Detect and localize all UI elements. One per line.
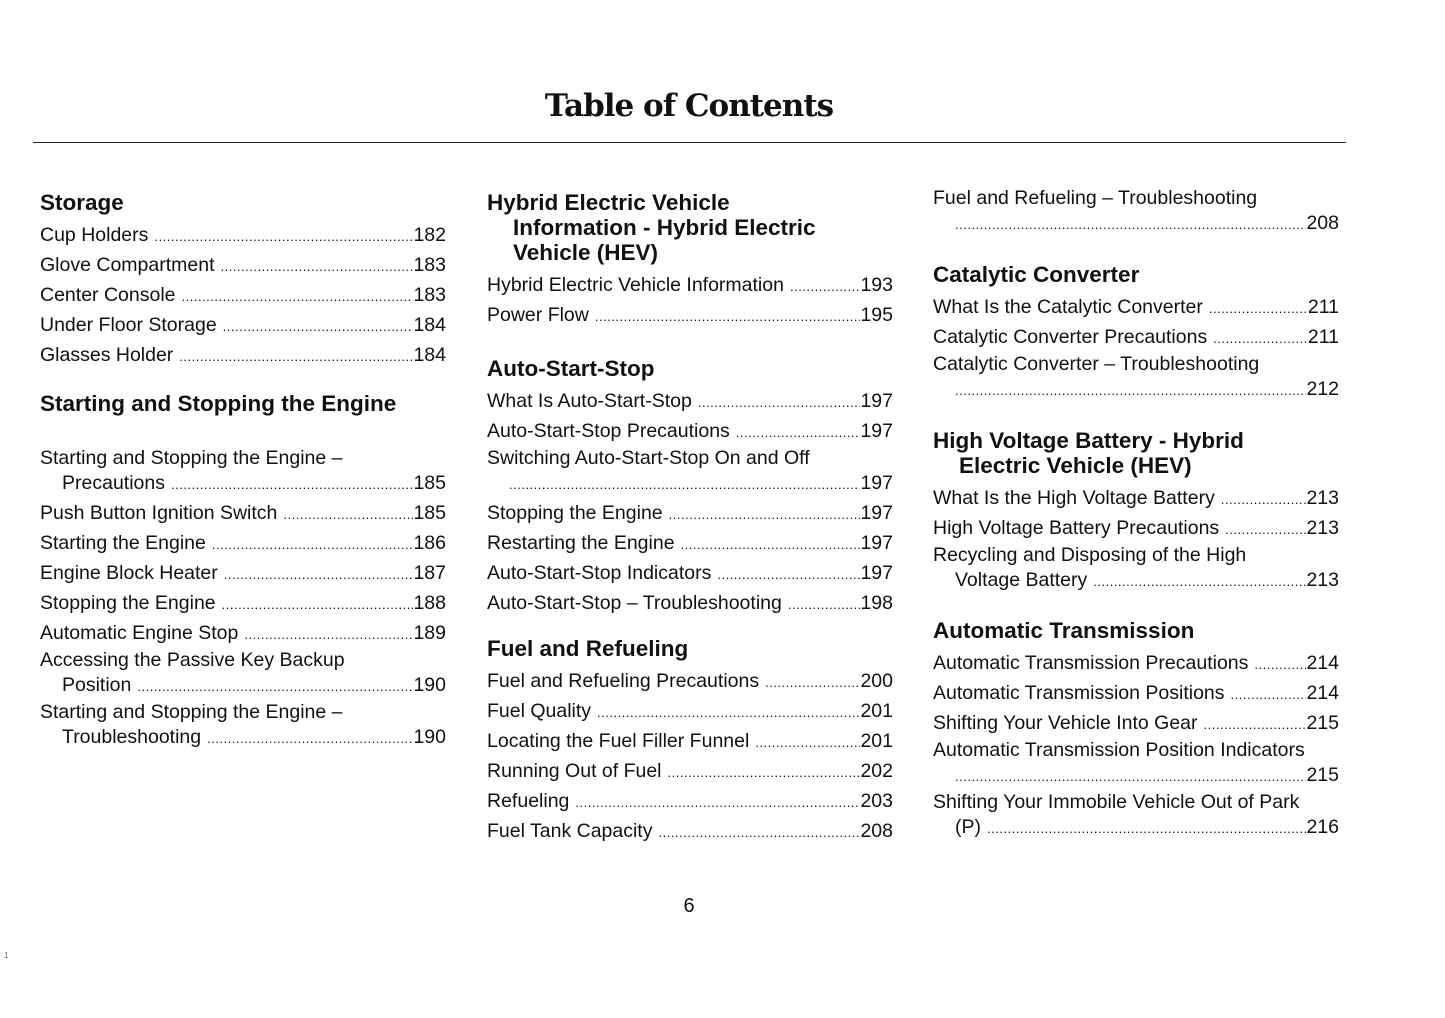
entry-row — [933, 649, 1339, 679]
entry-title: Fuel Quality — [487, 700, 592, 722]
dot-leader — [668, 758, 861, 787]
entry-title: Recycling and Disposing of the High — [933, 544, 1247, 566]
entry-row — [487, 589, 893, 619]
entry-row — [40, 559, 446, 589]
entry-page: 185 — [413, 502, 446, 524]
entry-row — [933, 813, 1339, 843]
entry-page: 195 — [860, 304, 893, 326]
dot-leader — [222, 590, 414, 619]
dot-leader — [137, 672, 413, 701]
toc-section — [40, 190, 446, 371]
dot-leader — [1225, 515, 1306, 544]
toc-entry[interactable] — [487, 301, 893, 331]
entry-title: Locating the Fuel Filler Funnel — [487, 730, 750, 752]
entry-title: Automatic Transmission Precautions — [933, 652, 1249, 674]
entry-row — [487, 787, 893, 817]
toc-entry[interactable] — [40, 701, 446, 753]
entry-title: Restarting the Engine — [487, 532, 675, 554]
entry-page: 190 — [413, 674, 446, 696]
dot-leader — [987, 814, 1306, 843]
entry-page: 216 — [1306, 816, 1339, 838]
toc-entry[interactable] — [487, 559, 893, 589]
page-number: 6 — [683, 895, 695, 917]
section-heading-line: Vehicle (HEV) — [513, 240, 659, 265]
entry-row — [487, 667, 893, 697]
dot-leader — [1209, 294, 1308, 323]
entry-row — [933, 323, 1339, 353]
dot-leader — [669, 500, 861, 529]
entry-row — [40, 221, 446, 251]
section-heading-line: Hybrid Electric Vehicle — [487, 190, 730, 215]
toc-section — [933, 262, 1339, 405]
entry-title-continued: (P) — [955, 816, 981, 838]
toc-section — [487, 636, 893, 847]
section-heading-line: Storage — [40, 190, 124, 215]
dot-leader — [736, 418, 861, 447]
toc-entry[interactable] — [487, 387, 893, 417]
entry-page: 184 — [413, 344, 446, 366]
toc-entry[interactable] — [40, 529, 446, 559]
dot-leader — [597, 698, 860, 727]
entry-row — [40, 469, 446, 499]
dot-leader — [1204, 710, 1307, 739]
section-heading-line: Electric Vehicle (HEV) — [959, 453, 1192, 478]
entry-title: Shifting Your Immobile Vehicle Out of Park — [933, 791, 1300, 813]
section-heading — [40, 190, 446, 215]
entry-title: Automatic Transmission Positions — [933, 682, 1225, 704]
entry-row — [933, 709, 1339, 739]
entry-title: Automatic Engine Stop — [40, 622, 239, 644]
entry-row — [487, 757, 893, 787]
toc-entry[interactable] — [933, 791, 1339, 843]
toc-section — [933, 187, 1339, 239]
entry-page: 183 — [413, 284, 446, 306]
entry-page: 197 — [860, 420, 893, 442]
entry-page: 212 — [1306, 378, 1339, 400]
toc-entry[interactable] — [933, 353, 1339, 405]
entry-row — [933, 566, 1339, 596]
entry-title: Stopping the Engine — [40, 592, 216, 614]
entry-page: 211 — [1307, 296, 1339, 318]
toc-entry[interactable] — [40, 221, 446, 251]
entry-page: 193 — [860, 274, 893, 296]
entry-row — [487, 559, 893, 589]
entry-row — [487, 387, 893, 417]
entry-page: 213 — [1306, 487, 1339, 509]
entry-page: 187 — [413, 562, 446, 584]
corner-mark: 1 — [4, 951, 9, 960]
section-heading — [487, 356, 893, 381]
dot-leader — [244, 620, 413, 649]
toc-entry[interactable] — [487, 529, 893, 559]
toc-section — [487, 356, 893, 619]
entry-page: 201 — [860, 730, 893, 752]
entry-row — [40, 341, 446, 371]
section-heading-line: Starting and Stopping the Engine — [40, 391, 397, 416]
toc-entry[interactable] — [933, 709, 1339, 739]
toc-entry[interactable] — [487, 817, 893, 847]
section-heading-line: Auto-Start-Stop — [487, 356, 655, 381]
entry-title: Refueling — [487, 790, 570, 812]
dot-leader — [509, 470, 860, 499]
entry-title-continued: Voltage Battery — [955, 569, 1088, 591]
dot-leader — [955, 762, 1306, 791]
dot-leader — [698, 388, 861, 417]
toc-entry[interactable] — [40, 589, 446, 619]
entry-row — [487, 469, 893, 499]
entry-title: Push Button Ignition Switch — [40, 502, 278, 524]
entry-page: 197 — [860, 502, 893, 524]
entry-title-continued: Troubleshooting — [62, 726, 202, 748]
entry-title: Stopping the Engine — [487, 502, 663, 524]
dot-leader — [955, 376, 1306, 405]
toc-entry[interactable] — [40, 281, 446, 311]
dot-leader — [575, 788, 860, 817]
dot-leader — [595, 302, 861, 331]
entry-title: Under Floor Storage — [40, 314, 217, 336]
entry-title: Power Flow — [487, 304, 589, 326]
entry-row — [40, 723, 446, 753]
entry-title: Center Console — [40, 284, 176, 306]
title-divider — [33, 142, 1346, 143]
toc-entry[interactable] — [487, 271, 893, 301]
entry-row — [933, 761, 1339, 791]
dot-leader — [658, 818, 860, 847]
entry-title: Fuel Tank Capacity — [487, 820, 653, 842]
entry-title: Running Out of Fuel — [487, 760, 662, 782]
dot-leader — [681, 530, 861, 559]
entry-page: 215 — [1306, 764, 1339, 786]
entry-page: 208 — [1306, 212, 1339, 234]
toc-entry[interactable] — [40, 559, 446, 589]
entry-title: Catalytic Converter Precautions — [933, 326, 1208, 348]
entry-row — [40, 251, 446, 281]
section-heading-line: Catalytic Converter — [933, 262, 1140, 287]
entry-page: 213 — [1306, 517, 1339, 539]
toc-entry[interactable] — [933, 484, 1339, 514]
dot-leader — [1231, 680, 1307, 709]
entry-page: 201 — [860, 700, 893, 722]
dot-leader — [1213, 324, 1308, 353]
entry-page: 214 — [1306, 652, 1339, 674]
dot-leader — [283, 500, 413, 529]
entry-title-continued: Precautions — [62, 472, 165, 494]
dot-leader — [755, 728, 860, 757]
toc-entry[interactable] — [933, 323, 1339, 353]
entry-page: 213 — [1306, 569, 1339, 591]
toc-entry[interactable] — [40, 619, 446, 649]
entry-row — [933, 375, 1339, 405]
entry-page: 185 — [413, 472, 446, 494]
entry-page: 189 — [413, 622, 446, 644]
toc-entry[interactable] — [487, 757, 893, 787]
entry-page: 197 — [860, 562, 893, 584]
entry-page: 203 — [860, 790, 893, 812]
dot-leader — [207, 724, 413, 753]
toc-entry[interactable] — [487, 499, 893, 529]
entry-page: 197 — [860, 390, 893, 412]
entry-row — [40, 311, 446, 341]
entry-title: What Is Auto-Start-Stop — [487, 390, 692, 412]
dot-leader — [765, 668, 860, 697]
entry-row — [487, 529, 893, 559]
toc-entry[interactable] — [933, 544, 1339, 596]
dot-leader — [788, 590, 861, 619]
entry-title: Engine Block Heater — [40, 562, 218, 584]
entry-title: Starting and Stopping the Engine – — [40, 701, 343, 723]
entry-page: 197 — [860, 532, 893, 554]
toc-section — [933, 428, 1339, 596]
entry-title-continued: Position — [62, 674, 132, 696]
toc-entry[interactable] — [933, 679, 1339, 709]
entry-title: Fuel and Refueling – Troubleshooting — [933, 187, 1258, 209]
entry-row — [40, 671, 446, 701]
dot-leader — [171, 470, 413, 499]
entry-row — [487, 271, 893, 301]
entry-page: 182 — [413, 224, 446, 246]
entry-title: Glasses Holder — [40, 344, 174, 366]
section-heading — [933, 618, 1339, 643]
toc-entry[interactable] — [40, 341, 446, 371]
section-heading-line: Fuel and Refueling — [487, 636, 689, 661]
toc-entry[interactable] — [487, 727, 893, 757]
toc-entry[interactable] — [933, 293, 1339, 323]
section-heading-line: Automatic Transmission — [933, 618, 1195, 643]
toc-section — [487, 190, 893, 331]
entry-row — [40, 529, 446, 559]
dot-leader — [717, 560, 860, 589]
entry-row — [933, 293, 1339, 323]
entry-title: Switching Auto-Start-Stop On and Off — [487, 447, 810, 469]
entry-title: Fuel and Refueling Precautions — [487, 670, 760, 692]
entry-page: 190 — [413, 726, 446, 748]
entry-page: 198 — [860, 592, 893, 614]
entry-row — [933, 484, 1339, 514]
entry-page: 215 — [1306, 712, 1339, 734]
dot-leader — [154, 222, 413, 251]
entry-title: Starting and Stopping the Engine – — [40, 447, 343, 469]
entry-title: Starting the Engine — [40, 532, 206, 554]
entry-page: 202 — [860, 760, 893, 782]
entry-page: 214 — [1306, 682, 1339, 704]
entry-title: What Is the Catalytic Converter — [933, 296, 1203, 318]
toc-entry[interactable] — [487, 667, 893, 697]
entry-row — [40, 619, 446, 649]
entry-row — [933, 679, 1339, 709]
dot-leader — [182, 282, 414, 311]
entry-title: What Is the High Voltage Battery — [933, 487, 1215, 509]
entry-title: Auto-Start-Stop – Troubleshooting — [487, 592, 782, 614]
section-heading — [933, 428, 1339, 478]
entry-row — [40, 499, 446, 529]
toc-entry[interactable] — [487, 787, 893, 817]
entry-row — [487, 499, 893, 529]
toc-entry[interactable] — [40, 251, 446, 281]
entry-title: Auto-Start-Stop Indicators — [487, 562, 712, 584]
entry-title: Automatic Transmission Position Indicators — [933, 739, 1305, 761]
section-heading — [933, 262, 1339, 287]
toc-entry[interactable] — [487, 697, 893, 727]
page-title: Table of Contents — [544, 88, 834, 124]
entry-row — [40, 589, 446, 619]
dot-leader — [1254, 650, 1306, 679]
entry-page: 188 — [413, 592, 446, 614]
toc-entry[interactable] — [40, 649, 446, 701]
toc-entry[interactable] — [487, 417, 893, 447]
dot-leader — [179, 342, 413, 371]
entry-title: Shifting Your Vehicle Into Gear — [933, 712, 1198, 734]
entry-title: Cup Holders — [40, 224, 149, 246]
section-heading-line: High Voltage Battery - Hybrid — [933, 428, 1244, 453]
entry-page: 183 — [413, 254, 446, 276]
entry-page: 186 — [413, 532, 446, 554]
entry-page: 184 — [413, 314, 446, 336]
dot-leader — [212, 530, 414, 559]
entry-row — [487, 417, 893, 447]
entry-row — [40, 281, 446, 311]
entry-title: High Voltage Battery Precautions — [933, 517, 1220, 539]
dot-leader — [1093, 567, 1306, 596]
entry-row — [933, 209, 1339, 239]
entry-title: Glove Compartment — [40, 254, 215, 276]
entry-row — [487, 697, 893, 727]
toc-entry[interactable] — [933, 649, 1339, 679]
toc-entry[interactable] — [40, 447, 446, 499]
entry-title: Accessing the Passive Key Backup — [40, 649, 345, 671]
toc-entry[interactable] — [933, 739, 1339, 791]
toc-entry[interactable] — [487, 447, 893, 499]
toc-section — [933, 618, 1339, 843]
toc-entry[interactable] — [933, 187, 1339, 239]
entry-title: Hybrid Electric Vehicle Information — [487, 274, 784, 296]
section-heading — [487, 636, 893, 661]
entry-title: Catalytic Converter – Troubleshooting — [933, 353, 1260, 375]
dot-leader — [223, 312, 414, 341]
toc-entry[interactable] — [40, 499, 446, 529]
dot-leader — [1221, 485, 1307, 514]
section-heading — [40, 391, 446, 416]
entry-title: Auto-Start-Stop Precautions — [487, 420, 730, 442]
toc-entry[interactable] — [933, 514, 1339, 544]
entry-row — [487, 817, 893, 847]
entry-page: 211 — [1307, 326, 1339, 348]
dot-leader — [790, 272, 860, 301]
entry-page: 208 — [860, 820, 893, 842]
entry-row — [487, 727, 893, 757]
toc-section — [40, 391, 446, 753]
dot-leader — [220, 252, 413, 281]
section-heading-line: Information - Hybrid Electric — [513, 215, 816, 240]
dot-leader — [955, 210, 1306, 239]
section-heading — [487, 190, 893, 265]
entry-page: 200 — [860, 670, 893, 692]
dot-leader — [224, 560, 414, 589]
entry-row — [933, 514, 1339, 544]
entry-row — [487, 301, 893, 331]
toc-entry[interactable] — [487, 589, 893, 619]
entry-page: 197 — [860, 472, 893, 494]
toc-entry[interactable] — [40, 311, 446, 341]
